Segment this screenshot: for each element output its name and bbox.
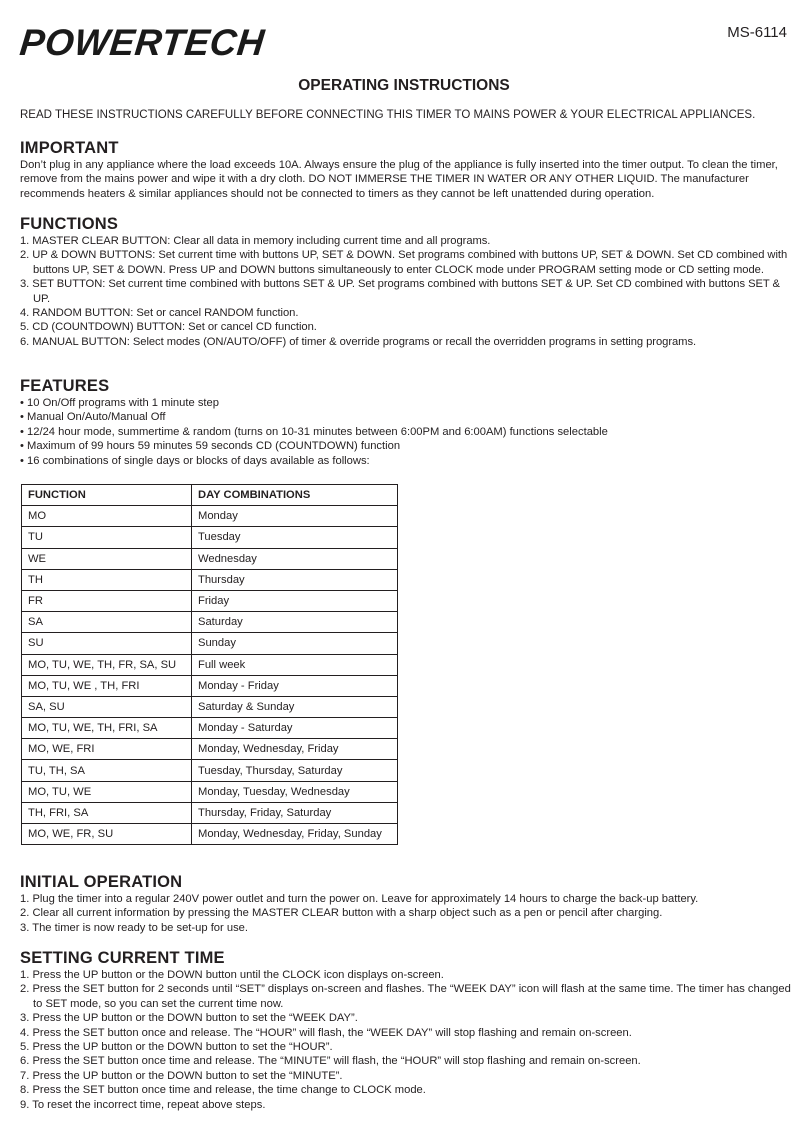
- functions-list: [20, 234, 792, 349]
- function-cell: TU: [22, 527, 192, 548]
- setting-current-time-heading: SETTING CURRENT TIME: [20, 949, 225, 967]
- table-row: [22, 548, 398, 569]
- table-header-row: [22, 485, 398, 506]
- model-number: MS-6114: [727, 24, 787, 41]
- page-title: OPERATING INSTRUCTIONS: [298, 77, 510, 94]
- function-cell: TH, FRI, SA: [22, 802, 192, 823]
- list-item: • Manual On/Auto/Manual Off: [20, 411, 166, 424]
- days-cell: Monday, Wednesday, Friday, Sunday: [192, 824, 398, 845]
- list-item: 2. Press the SET button for 2 seconds until “SET” displays on-screen and flashes. The “WEEK DAY” icon will flash at the same time. The timer has changed to SET mode, so you can set the current time now.: [20, 983, 791, 1010]
- table-row: [22, 760, 398, 781]
- function-cell: MO, WE, FRI: [22, 739, 192, 760]
- table-row: [22, 569, 398, 590]
- list-item: 8. Press the SET button once time and release, the time change to CLOCK mode.: [20, 1084, 426, 1097]
- list-item: • 10 On/Off programs with 1 minute step: [20, 397, 219, 409]
- table-row: [22, 802, 398, 823]
- initial-operation-section: [20, 872, 792, 935]
- functions-heading: FUNCTIONS: [20, 215, 119, 233]
- initial-operation-heading: INITIAL OPERATION: [20, 873, 183, 891]
- table-row: [22, 739, 398, 760]
- list-item: 6. Press the SET button once time and release. The “MINUTE” will flash, the “HOUR” will stop flashing and remain on-screen.: [20, 1055, 641, 1068]
- days-cell: Sunday: [192, 633, 398, 654]
- list-item: 1. Plug the timer into a regular 240V power outlet and turn the power on. Leave for approximately 14 hours to charge the back-up battery.: [20, 893, 699, 905]
- list-item: 5. Press the UP button or the DOWN button to set the “HOUR”.: [20, 1041, 333, 1054]
- days-cell: Monday: [192, 506, 398, 527]
- days-cell: Saturday: [192, 612, 398, 633]
- days-cell: Thursday, Friday, Saturday: [192, 802, 398, 823]
- functions-section: [20, 214, 792, 349]
- function-cell: MO, TU, WE, TH, FR, SA, SU: [22, 654, 192, 675]
- days-cell: Friday: [192, 590, 398, 611]
- list-item: 3. Press the UP button or the DOWN button to set the “WEEK DAY”.: [20, 1012, 358, 1025]
- days-cell: Monday - Saturday: [192, 718, 398, 739]
- days-cell: Monday - Friday: [192, 675, 398, 696]
- features-list: [20, 396, 792, 468]
- function-cell: SU: [22, 633, 192, 654]
- list-item: 3. SET BUTTON: Set current time combined with buttons SET & UP. Set programs combined with buttons SET & UP. Set CD combined with buttons SET & UP.: [20, 278, 780, 305]
- list-item: 3. The timer is now ready to be set-up for use.: [20, 921, 249, 934]
- days-cell: Tuesday, Thursday, Saturday: [192, 760, 398, 781]
- days-cell: Full week: [192, 654, 398, 675]
- table-row: [22, 718, 398, 739]
- function-cell: TH: [22, 569, 192, 590]
- column-header-day-combinations: DAY COMBINATIONS: [192, 485, 398, 506]
- table-row: [22, 696, 398, 717]
- list-item: 1. Press the UP button or the DOWN button until the CLOCK icon displays on-screen.: [20, 969, 444, 981]
- list-item: 7. Press the UP button or the DOWN button to set the “MINUTE”.: [20, 1069, 343, 1082]
- list-item: 4. RANDOM BUTTON: Set or cancel RANDOM function.: [20, 307, 299, 320]
- list-item: • Maximum of 99 hours 59 minutes 59 seconds CD (COUNTDOWN) function: [20, 440, 401, 453]
- function-cell: SA, SU: [22, 696, 192, 717]
- table-row: [22, 781, 398, 802]
- table-row: [22, 675, 398, 696]
- days-cell: Tuesday: [192, 527, 398, 548]
- days-cell: Thursday: [192, 569, 398, 590]
- features-section: [20, 376, 792, 468]
- column-header-function: FUNCTION: [22, 485, 192, 506]
- list-item: • 16 combinations of single days or blocks of days available as follows:: [20, 454, 370, 467]
- initial-operation-list: [20, 892, 792, 935]
- function-cell: WE: [22, 548, 192, 569]
- function-cell: TU, TH, SA: [22, 760, 192, 781]
- list-item: 4. Press the SET button once and release. The “HOUR” will flash, the “WEEK DAY” will stop flashing and remain on-screen.: [20, 1026, 632, 1039]
- important-heading: IMPORTANT: [20, 139, 119, 157]
- setting-current-time-section: [20, 948, 792, 1112]
- table-row: [22, 654, 398, 675]
- important-text: Don’t plug in any appliance where the load exceeds 10A. Always ensure the plug of the appliance is fully inserted into the timer output. To clean the timer, remove from the mains power and wipe it with a dry cloth. DO NOT IMMERSE THE TIMER IN WATER OR ANY OTHER LIQUID. The manufacturer recommends heaters & similar appliances should not be connected to timers as they cannot be left unattended during operation.: [20, 159, 778, 200]
- list-item: 2. Clear all current information by pressing the MASTER CLEAR button with a sharp object such as a pen or pencil after charging.: [20, 907, 663, 920]
- days-cell: Monday, Wednesday, Friday: [192, 739, 398, 760]
- list-item: 6. MANUAL BUTTON: Select modes (ON/AUTO/OFF) of timer & override programs or recall the overridden programs in setting programs.: [20, 335, 697, 348]
- days-cell: Wednesday: [192, 548, 398, 569]
- function-cell: SA: [22, 612, 192, 633]
- list-item: 9. To reset the incorrect time, repeat above steps.: [20, 1098, 266, 1111]
- days-cell: Monday, Tuesday, Wednesday: [192, 781, 398, 802]
- table-row: [22, 824, 398, 845]
- table-row: [22, 590, 398, 611]
- function-cell: MO, TU, WE, TH, FRI, SA: [22, 718, 192, 739]
- function-cell: FR: [22, 590, 192, 611]
- function-cell: MO: [22, 506, 192, 527]
- table-row: [22, 527, 398, 548]
- intro-warning: READ THESE INSTRUCTIONS CAREFULLY BEFORE CONNECTING THIS TIMER TO MAINS POWER & YOUR ELECTRICAL APPLIANCES.: [20, 109, 756, 121]
- function-cell: MO, WE, FR, SU: [22, 824, 192, 845]
- day-combinations-table: [21, 484, 398, 845]
- important-section: [20, 138, 792, 201]
- brand-logo: POWERTECH: [17, 22, 267, 63]
- setting-current-time-list: [20, 968, 792, 1112]
- table-row: [22, 633, 398, 654]
- list-item: 1. MASTER CLEAR BUTTON: Clear all data in memory including current time and all programs.: [20, 235, 491, 247]
- function-cell: MO, TU, WE: [22, 781, 192, 802]
- days-cell: Saturday & Sunday: [192, 696, 398, 717]
- list-item: 2. UP & DOWN BUTTONS: Set current time with buttons UP, SET & DOWN. Set programs combined with buttons UP, SET & DOWN. Set CD combined with buttons UP, SET & DOWN. Press UP and DOWN buttons simultaneously to enter CLOCK mode under PROGRAM setting mode or CD setting mode.: [20, 249, 788, 276]
- function-cell: MO, TU, WE , TH, FRI: [22, 675, 192, 696]
- list-item: • 12/24 hour mode, summertime & random (turns on 10-31 minutes between 6:00PM and 6:00AM) functions selectable: [20, 425, 608, 438]
- list-item: 5. CD (COUNTDOWN) BUTTON: Set or cancel CD function.: [20, 321, 317, 334]
- table-row: [22, 612, 398, 633]
- features-heading: FEATURES: [20, 377, 110, 395]
- table-row: [22, 506, 398, 527]
